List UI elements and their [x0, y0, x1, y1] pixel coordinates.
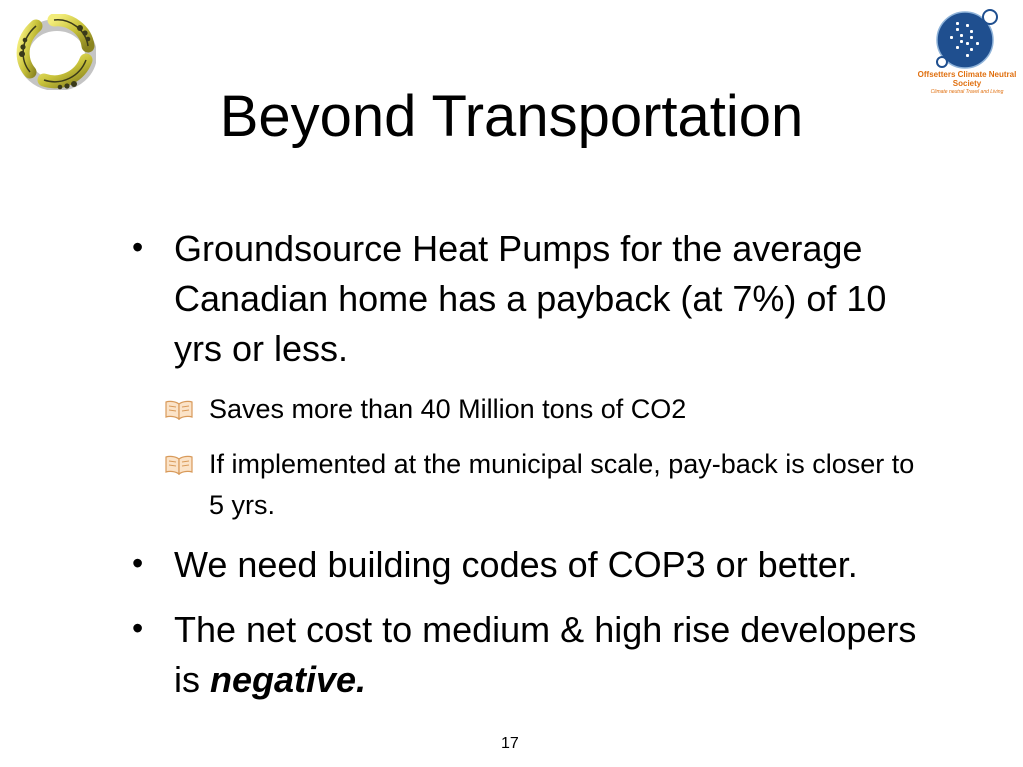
open-book-icon — [164, 400, 194, 420]
recycle-footprints-icon — [14, 14, 96, 90]
bullet-item — [128, 605, 928, 705]
bullet-text: We need building codes of COP3 or better. — [174, 544, 858, 585]
bullet-dot-icon: • — [132, 229, 144, 265]
sub-bullet-item — [164, 389, 928, 430]
slide-title: Beyond Transportation — [219, 84, 804, 149]
bullet-text: The net cost to medium & high rise developers is — [174, 609, 917, 700]
org-tagline: Climate neutral Travel and Living — [930, 89, 1004, 95]
sub-bullet-item — [164, 444, 928, 526]
page-number: 17 — [501, 735, 519, 752]
bullet-emphasis: negative. — [210, 659, 367, 700]
org-name-line1: Offsetters Climate Neutral — [917, 70, 1017, 79]
globe-footprints-icon — [932, 8, 1002, 70]
bullet-item — [128, 224, 928, 374]
bullet-item — [128, 540, 928, 590]
open-book-icon — [164, 455, 194, 475]
sub-bullet-text: Saves more than 40 Million tons of CO2 — [209, 394, 687, 424]
bullet-dot-icon: • — [132, 545, 144, 581]
org-name-line2: Society — [952, 79, 982, 88]
slide-body — [128, 224, 928, 720]
sub-bullet-text: If implemented at the municipal scale, pay-back is closer to 5 yrs. — [209, 449, 915, 520]
bullet-text: Groundsource Heat Pumps for the average Canadian home has a payback (at 7%) of 10 yrs or less. — [174, 228, 887, 369]
bullet-dot-icon: • — [132, 610, 144, 646]
